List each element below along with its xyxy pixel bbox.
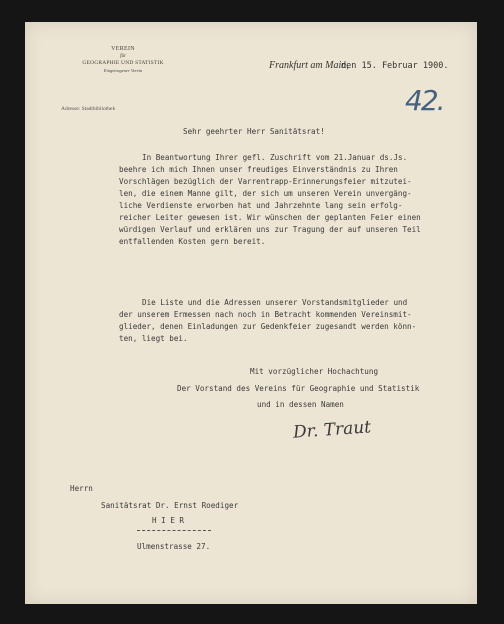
closing-line: und in dessen Namen <box>257 400 344 409</box>
recipient-salutation: Herrn <box>70 484 93 493</box>
archive-number: 42. <box>405 84 444 117</box>
letterhead-line: GEOGRAPHIE UND STATISTIK <box>82 60 164 66</box>
paragraph-line: beehre ich mich Ihnen unser freudiges Einverständnis zu Ihren <box>119 165 398 174</box>
paragraph-line: Vorschlägen bezüglich der Varrentrapp-Erinnerungsfeier mitzutei- <box>119 177 412 186</box>
paragraph-line: reicher Leiter gewesen ist. Wir wünschen der geplanten Feier einen <box>119 213 421 222</box>
paragraph-line: len, die einem Manne gilt, der sich um unseren Verein unvergäng- <box>119 189 412 198</box>
letterhead-address: Adresse: Stadtbibliothek <box>61 106 116 112</box>
letter-page <box>25 22 477 604</box>
paragraph-line: entfallenden Kosten gern bereit. <box>119 237 266 246</box>
paragraph-line: glieder, denen Einladungen zur Gedenkfeier zugesandt werden könn- <box>119 322 417 331</box>
dateline-date: den 15. Februar 1900. <box>341 61 449 71</box>
salutation: Sehr geehrter Herr Sanitätsrat! <box>183 127 325 136</box>
recipient-street: Ulmenstrasse 27. <box>137 542 211 551</box>
closing-line: Mit vorzüglicher Hochachtung <box>250 367 379 376</box>
paragraph-line: würdigen Verlauf und erklären uns zur Tragung der auf unseren Teil <box>119 225 421 234</box>
paragraph-line: Die Liste und die Adressen unserer Vorstandsmitglieder und <box>142 298 408 307</box>
paragraph-line: ten, liegt bei. <box>119 334 188 343</box>
paragraph-line: In Beantwortung Ihrer gefl. Zuschrift vom 21.Januar ds.Js. <box>142 153 408 162</box>
closing-line: Der Vorstand des Vereins für Geographie und Statistik <box>177 384 420 393</box>
recipient-city: H I E R <box>152 516 185 525</box>
letterhead-line: VEREIN <box>111 46 135 52</box>
recipient-name: Sanitätsrat Dr. Ernst Roediger <box>101 501 239 510</box>
paragraph-line: liche Verdienste erworben hat und Jahrzehnte lang sein erfolg- <box>119 201 403 210</box>
letterhead-line: für <box>120 54 126 59</box>
dateline-place: Frankfurt am Main, <box>269 60 349 71</box>
letterhead <box>73 46 173 74</box>
city-underline <box>137 530 211 531</box>
letterhead-line: Eingetragener Verein <box>103 68 143 73</box>
signature: Dr. Traut <box>292 417 372 443</box>
paragraph-line: der unserem Ermessen nach noch in Betracht kommenden Vereinsmit- <box>119 310 412 319</box>
